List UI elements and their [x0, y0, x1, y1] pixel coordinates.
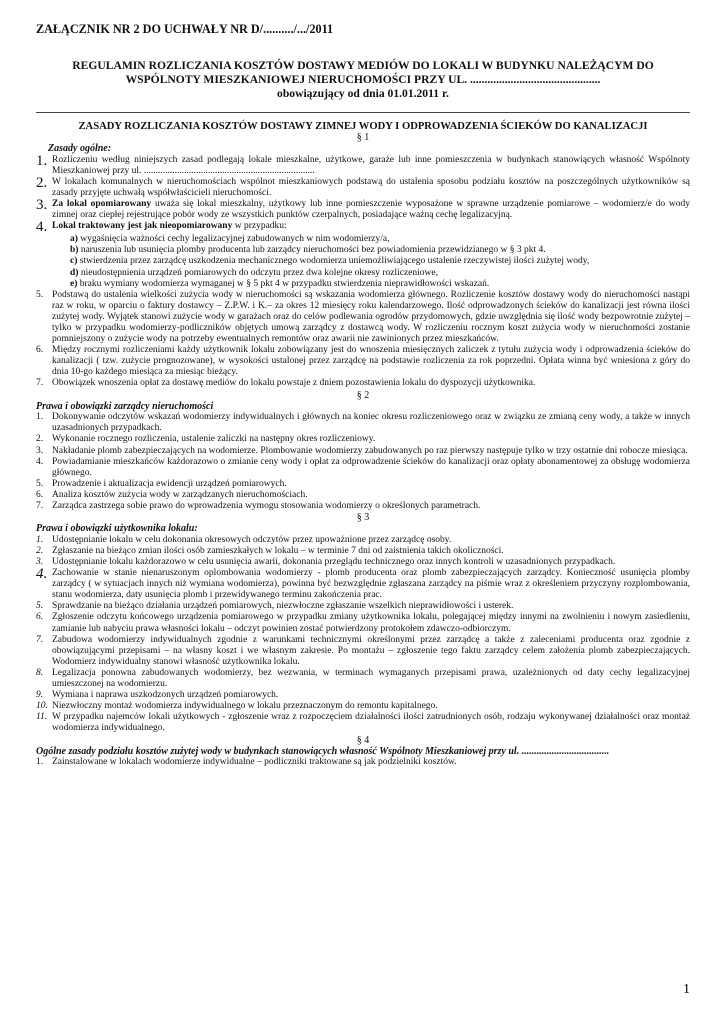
item-number: 8. [36, 667, 44, 678]
item-text: Zgłoszenie odczytu końcowego urządzenia pomiarowego w przypadku zmiany użytkownika lokalu, polegającej między innymi na zwolnieniu i nowym zasiedleniu, zamianie lub nabyciu prawa własności lokalu – odczyt powinien zostać potwierdzony protokołem zdawczo-odbiorczym. [52, 612, 690, 634]
item-text: Zarządca zastrzega sobie prawo do wprowadzenia wymogu stosowania wodomierzy o określonych parametrach. [52, 501, 481, 512]
item-text: Niezwłoczny montaż wodomierza indywidualnego w lokalu przeznaczonym do remontu kapitalnego. [52, 701, 438, 712]
item-text: W lokalach komunalnych w nieruchomościach wspólnot mieszkaniowych podstawą do ustalenia sposobu podziału kosztów na poszczególnych użytkowników są zasady przyjęte uchwałą współwłaścicieli nieruchomości. [52, 176, 690, 198]
item-number: 10. [36, 701, 48, 712]
item-number: 5. [36, 478, 44, 489]
divider [36, 112, 690, 113]
item-text: Obowiązek wnoszenia opłat za dostawę mediów do lokalu powstaje z dniem pozostawienia lokalu do dyspozycji użytkownika. [52, 378, 536, 389]
item-text: Udostępnianie lokalu każdorazowo w celu usunięcia awarii, dokonania przeglądu technicznego oraz innych kontroli w uzasadnionych przypadkach. [52, 557, 616, 568]
list-item [36, 199, 690, 221]
section-heading: Prawa i obowiązki zarządcy nieruchomości [36, 400, 214, 412]
item-number: 4. [36, 566, 48, 583]
list-item [36, 412, 690, 434]
item-number: 6. [36, 345, 44, 356]
list-item [36, 568, 690, 601]
section-title: ZASADY ROZLICZANIA KOSZTÓW DOSTAWY ZIMNEJ WODY I ODPROWADZENIA ŚCIEKÓW DO KANALIZACJI [78, 121, 648, 132]
sub-item: a) wygaśnięcia ważności cechy legalizacyjnej zabudowanych w nim wodomierzy/a, [70, 234, 390, 245]
list-item [36, 757, 690, 768]
item-number: 1. [36, 152, 48, 169]
item-number: 3. [36, 197, 48, 214]
item-number: 7. [36, 634, 44, 645]
list-item [36, 612, 690, 634]
item-number: 4. [36, 219, 48, 236]
paragraph-mark: § 3 [356, 512, 370, 524]
page-number: 1 [683, 982, 690, 997]
list-item [36, 535, 690, 546]
list-item [36, 712, 690, 734]
list-item [36, 501, 690, 512]
list-item [36, 690, 690, 701]
item-number: 11. [36, 712, 48, 723]
item-number: 9. [36, 690, 44, 701]
item-text: Powiadamianie mieszkańców każdorazowo o zmianie ceny wody i opłat za odprowadzenie ścieków do kanalizacji oraz opłaty abonamentowej za obsługę wodomierza głównego. [52, 456, 690, 478]
paragraph-mark: § 2 [356, 389, 370, 401]
section-heading: Zasady ogólne: [48, 143, 112, 155]
list-item [36, 601, 690, 612]
item-text: Udostępnianie lokalu w celu dokonania okresowych odczytów przez upoważnione przez zarządcę osoby. [52, 534, 452, 545]
item-number: 1. [36, 534, 44, 545]
list-item [36, 479, 690, 490]
item-number: 5. [36, 289, 44, 300]
list-item [36, 221, 690, 234]
list-item [36, 557, 690, 568]
section-heading: Prawa i obowiązki użytkownika lokalu: [36, 523, 198, 535]
list-item [36, 434, 690, 445]
list-item [36, 546, 690, 557]
item-text: Zainstalowane w lokalach wodomierze indywidualne – podliczniki traktowane są jak podzielniki kosztów. [52, 757, 457, 768]
item-number: 2. [36, 434, 44, 445]
section-heading: Ogólne zasady podziału kosztów zużytej wody w budynkach stanowiących własność Wspólnoty Mieszkaniowej przy ul. ................................... [36, 745, 610, 757]
item-text: Analiza kosztów zużycia wody w zarządzanych nieruchomościach. [52, 489, 308, 500]
item-number: 1. [36, 412, 44, 423]
attachment-header: ZAŁĄCZNIK NR 2 DO UCHWAŁY NR D/........../.../2011 [36, 22, 334, 36]
item-text: Lokal traktowany jest jak nieopomiarowany w przypadku: [52, 221, 287, 232]
item-text: Sprawdzanie na bieżąco działania urządzeń pomiarowych, niezwłoczne zgłaszanie wszelkich nieprawidłowości i usterek. [52, 601, 514, 612]
list-item [36, 635, 690, 668]
item-number: 3. [36, 445, 44, 456]
item-number: 7. [36, 378, 44, 389]
list-item [36, 701, 690, 712]
paragraph-mark: § 4 [356, 734, 370, 746]
item-text: Podstawą do ustalenia wielkości zużycia wody w nieruchomości są wskazania wodomierza głównego. Rozliczenie kosztów dostawy wody do nieruchomości nastąpi raz w roku, w oparciu o faktury dostawcy – Z.P.W. i K.– za okres 12 miesięcy roku kalendarzowego. Ilość odprowadzonych ścieków do kanalizacji jest równa ilości zużytej wody. Wyjątek stanowi zużycie wody w garażach oraz do celów podlewania ogrodów przydomowych, gdzie uwzględnia się ilość wody bezpowrotnie zużytej – tylko w przypadku wodomierzy-podliczników objętych umową zarządcy z dostawcą wody. W rozliczeniu rocznym koszt zużycia wody w nieruchomości zostanie pomniejszony o zużycie wody na potrzeby ewentualnych remontów oraz awarii nie zawinionych przez mieszkańców. [52, 289, 690, 345]
item-text: Zgłaszanie na bieżąco zmian ilości osób zamieszkałych w lokalu – w terminie 7 dni od zaistnienia takich okoliczności. [52, 545, 504, 556]
item-text: Wymiana i naprawa uszkodzonych urządzeń pomiarowych. [52, 690, 279, 701]
item-number: 2. [36, 174, 48, 191]
item-text: W przypadku najemców lokali użytkowych - zgłoszenie wraz z rozpoczęciem działalności ilości zatrudnionych osób, rodzaju wykonywanej działalności oraz montaż wodomierza indywidualnego. [52, 712, 690, 734]
item-number: 1. [36, 757, 44, 768]
list-item [36, 490, 690, 501]
regulation-title: REGULAMIN ROZLICZANIA KOSZTÓW DOSTAWY MEDIÓW DO LOKALI W BUDYNKU NALEŻĄCYM DO WSPÓLNOTY MIESZKANIOWEJ NIERUCHOMOŚCI PRZY UL. ............................................. [72, 59, 654, 86]
sub-item: c) stwierdzenia przez zarządcę uszkodzenia mechanicznego wodomierza uniemożliwiającego ustalenie rzeczywistej ilości zużytej wody, [70, 256, 590, 267]
item-number: 4. [36, 456, 44, 467]
item-text: Legalizacja ponowna zabudowanych wodomierzy, bez wezwania, w terminach wymaganych przepisami prawa, uzależnionych od daty cechy legalizacyjnej umieszczonej na wodomierzu. [52, 667, 690, 690]
item-text: Między rocznymi rozliczeniami każdy użytkownik lokalu zobowiązany jest do wnoszenia miesięcznych zaliczek z tytułu zużycia wody i odprowadzenia ścieków do kanalizacji ( tzw. zużycie prognozowane), w wysokości ustalonej przez zarządcę na podstawie rozliczenia za rok poprzedni. Opłata winna być wniesiona z góry do dnia 10-go każdego miesiąca za miesiąc bieżący. [52, 345, 690, 378]
list-item [36, 152, 690, 177]
list-item [36, 446, 690, 457]
list-item [36, 345, 690, 378]
item-text: Nakładanie plomb zabezpieczających na wodomierze. Plombowanie wodomierzy zabudowanych po raz pierwszy następuje tylko w trzy ostatnie dni robocze miesiąca. [52, 445, 688, 456]
list-item [36, 457, 690, 479]
sub-item: d) nieudostępnienia urządzeń pomiarowych do odczytu przez dwa kolejne okresy rozliczeniowe, [70, 267, 438, 278]
item-text: Dokonywanie odczytów wskazań wodomierzy indywidualnych i głównych na koniec okresu rozliczeniowego oraz w związku ze zmianą ceny wody, a także w innych uzasadnionych przypadkach. [52, 412, 690, 434]
item-text: Rozliczeniu według niniejszych zasad podlegają lokale mieszkalne, użytkowe, garaże lub inne pomieszczenia w budynkach stanowiących własność Wspólnoty Mieszkaniowej przy ul. ........................................................................ [52, 154, 690, 176]
item-number: 6. [36, 489, 44, 500]
item-text: Za lokal opomiarowany uważa się lokal mieszkalny, użytkowy lub inne pomieszczenie wyposażone w sprawne urządzenie pomiarowe – wodomierz/e do wody zimnej oraz ciepłej rejestrujące pobór wody ze wszystkich punktów czerpalnych, posiadające ważną cechę legalizacyjną. [52, 199, 690, 221]
item-text: Zabudowa wodomierzy indywidualnych zgodnie z warunkami technicznymi określonymi przez zarządcę a także z zaleceniami producenta oraz zgodnie z obowiązującymi przepisami – na własny koszt i we własnym zakresie. Po montażu – zgłoszenie tego faktu zarządcy celem założenia plomb zabezpieczających. Wodomierz indywidualny stanowi własność użytkownika lokalu. [52, 634, 690, 667]
sub-item: e) braku wymiany wodomierza wymaganej w § 5 pkt 4 w przypadku stwierdzenia nieprawidłowości wskazań. [70, 278, 490, 289]
effective-date: obowiązujący od dnia 01.01.2011 r. [277, 87, 449, 100]
item-text: Zachowanie w stanie nienaruszonym oplombowania wodomierzy - plomb producenta oraz plomb zabezpieczających zarządcy. Konieczność usunięcia plomby zarządcy ( w sytuacjach innych niż wymiana wodomierza), powinna być bezwzględnie zgłaszana zarządcy na piśmie wraz z określeniem przyczyny rozplombowania, stanu wodomierza, daty usunięcia plomb i przewidywanego terminu zakończenia prac. [52, 568, 690, 601]
item-number: 6. [36, 612, 44, 623]
item-number: 5. [36, 601, 44, 612]
item-text: Prowadzenie i aktualizacja ewidencji urządzeń pomiarowych. [52, 478, 287, 489]
list-item [36, 290, 690, 345]
item-number: 2. [36, 545, 44, 556]
paragraph-mark: § 1 [356, 132, 370, 143]
item-number: 7. [36, 501, 44, 512]
list-item [36, 378, 690, 389]
list-item [36, 668, 690, 690]
item-number: 3. [36, 557, 44, 568]
item-text: Wykonanie rocznego rozliczenia, ustalenie zaliczki na następny okres rozliczeniowy. [52, 434, 376, 445]
sub-item: b) naruszenia lub usunięcia plomby producenta lub zarządcy nieruchomości bez powiadomienia przewidzianego w § 3 pkt 4. [70, 245, 546, 256]
list-item [36, 174, 690, 199]
